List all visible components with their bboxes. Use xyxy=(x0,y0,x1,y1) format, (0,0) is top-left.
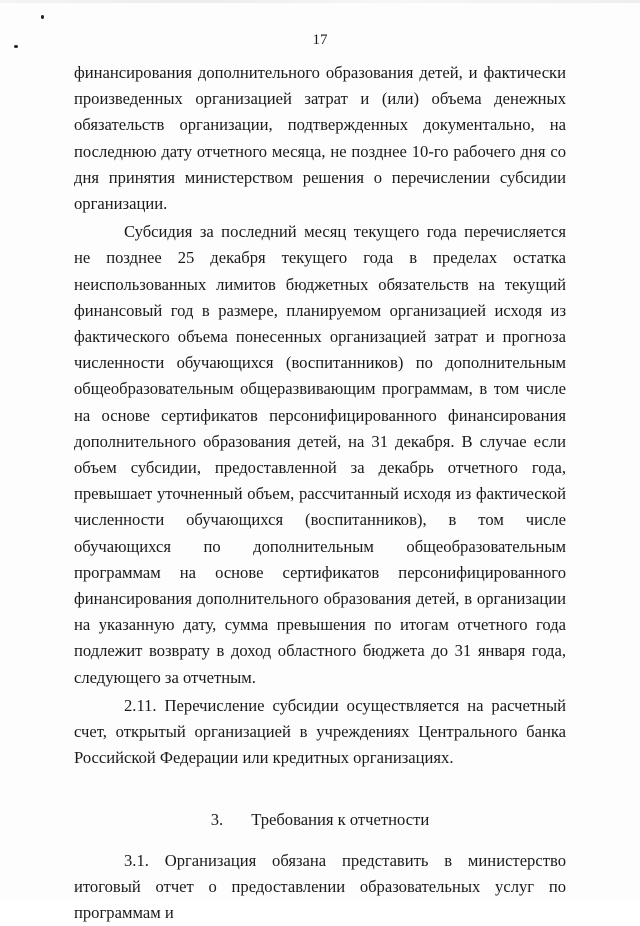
scan-speck xyxy=(41,15,44,19)
paragraph-subsidy-last-month: Субсидия за последний месяц текущего года перечисляется не позднее 25 декабря текущего года в пределах остатка неиспользованных лимитов бюджетных обязательств на текущий финансовый год в размере, планируемом организацией исходя из фактического объема понесенных организацией затрат и прогноза численности обучающихся (воспитанников) по дополнительным общеобразовательным общеразвивающим программам, в том числе на основе сертификатов персонифицированного финансирования дополнительного образования детей, на 31 декабря. В случае если объем субсидии, предоставленной за декабрь отчетного года, превышает уточненный объем, рассчитанный исходя из фактической численности обучающихся (воспитанников), в том числе обучающихся по дополнительным общеобразовательным программам на основе сертификатов персонифицированного финансирования дополнительного образования детей, в организации на указанную дату, сумма превышения по итогам отчетного года подлежит возврату в доход областного бюджета до 31 января года, следующего за отчетным. xyxy=(74,222,566,687)
paragraph-2-11: 2.11. Перечисление субсидии осуществляется на расчетный счет, открытый организацией в учреждениях Центрального банка Российской Федерации или кредитных организациях. xyxy=(74,695,566,768)
page-number: 17 xyxy=(312,32,328,48)
section-number: 3. xyxy=(210,810,224,830)
scan-edge xyxy=(0,0,640,3)
section-title: Требования к отчетности xyxy=(251,810,430,830)
section-heading xyxy=(74,807,566,833)
document-body xyxy=(74,60,566,926)
paragraph-3-1: 3.1. Организация обязана представить в министерство итоговый отчет о предоставлении образовательных услуг по программам и xyxy=(74,850,566,923)
paragraph-continuation: финансирования дополнительного образования детей, и фактически произведенных организацией затрат и (или) объема денежных обязательств организации, подтвержденных документально, на последнюю дату отчетного месяца, не позднее 10-го рабочего дня со дня принятия министерством решения о перечислении субсидии организации. xyxy=(74,63,566,214)
